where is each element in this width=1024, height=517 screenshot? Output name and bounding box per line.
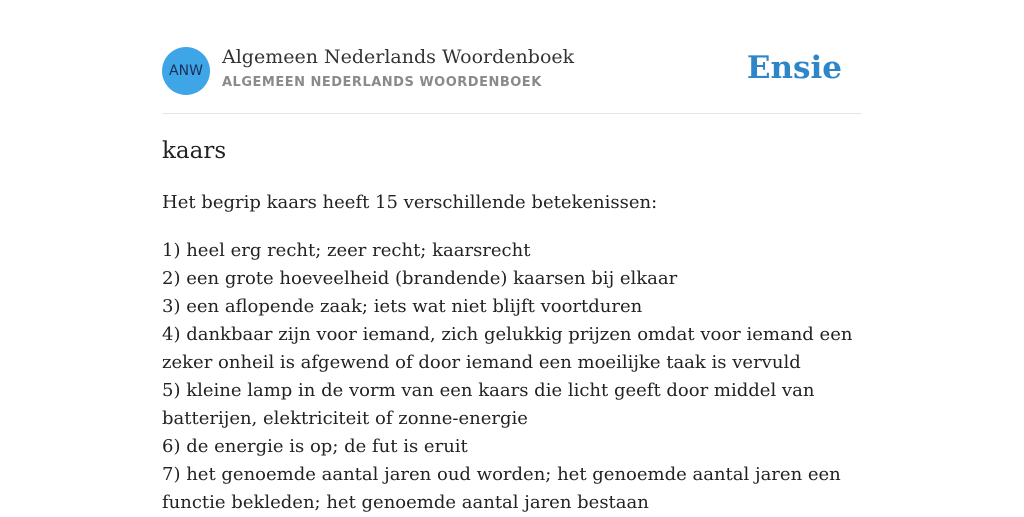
entry-intro: Het begrip kaars heeft 15 verschillende betekenissen: [162,192,658,213]
source-title[interactable]: Algemeen Nederlands Woordenboek [222,46,575,68]
meaning-item: 1) heel erg recht; zeer recht; kaarsrecht [162,240,531,261]
meaning-item: 7) het genoemde aantal jaren oud worden; het genoemde aantal jaren een functie bekleden; het genoemde aantal jaren bestaan [162,464,841,513]
meanings-list [162,237,864,517]
meaning-item: 5) kleine lamp in de vorm van een kaars die licht geeft door middel van batterijen, elektriciteit of zonne-energie [162,380,815,429]
entry-headword: kaars [162,138,227,164]
anw-logo[interactable] [162,47,210,95]
source-header [162,46,862,96]
meaning-item: 6) de energie is op; de fut is eruit [162,436,468,457]
meaning-item: 4) dankbaar zijn voor iemand, zich gelukkig prijzen omdat voor iemand een zeker onheil is afgewend of door iemand een moeilijke taak is vervuld [162,324,853,373]
meaning-item: 3) een aflopende zaak; iets wat niet blijft voortduren [162,296,643,317]
source-subtitle: ALGEMEEN NEDERLANDS WOORDENBOEK [222,75,542,90]
ensie-brand-logo[interactable]: Ensie [746,50,842,86]
meaning-item: 2) een grote hoeveelheid (brandende) kaarsen bij elkaar [162,268,678,289]
logo-text: ANW [169,63,203,79]
header-divider [162,113,862,114]
page-container [162,0,862,512]
